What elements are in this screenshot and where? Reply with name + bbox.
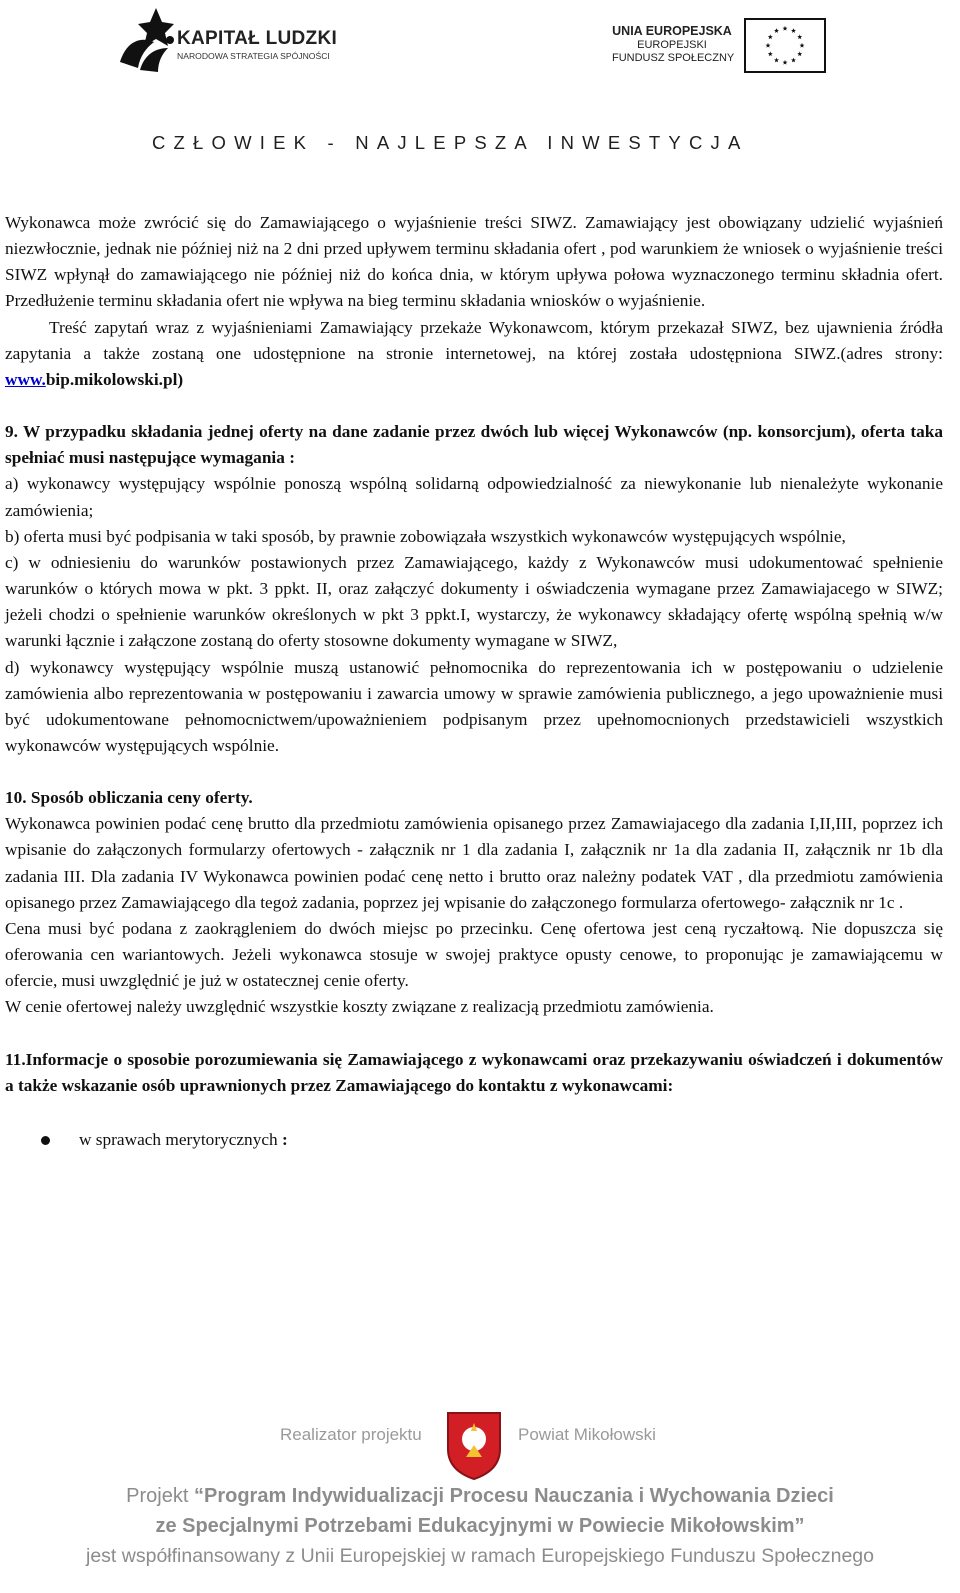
kapital-ludzki-subtitle: NARODOWA STRATEGIA SPÓJNOŚCI xyxy=(177,51,330,61)
section-9-item-b: b) oferta musi być podpisania w taki sposób, by prawnie zobowiązała wszystkich wykonawców występujących wspólnie, xyxy=(5,526,846,546)
ue-line2: EUROPEJSKI xyxy=(637,39,707,51)
section-10-paragraph-1: Wykonawca powinien podać cenę brutto dla przedmiotu zamówienia opisanego przez Zamawiajacego dla zadania I,II,III, poprzez ich wpisanie do załączonych formularzy ofertowych - załącznik nr 1 dla zadania I, załącznik nr 1a dla zadania II, załącznik nr 1b dla zadania III. Dla zadania IV Wykonawca powinien podać cenę netto i brutto oraz należny podatek VAT , dla przedmiotu zamówienia opisanego przez Zamawiającego dla tegoż zadania, poprzez jej wpisanie do załączonego formularza ofertowego- załącznik nr 1c . xyxy=(5,814,943,912)
paragraph-questions-text: Treść zapytań wraz z wyjaśnieniami Zamawiający przekaże Wykonawcom, którym przekazał SIWZ, bez ujawnienia źródła zapytania a także zostaną one udostępnione na stronie internetowej, na której została udostępniona SIWZ.(adres strony: xyxy=(5,317,943,363)
section-10-paragraph-2: Cena musi być podana z zaokrągleniem do dwóch miejsc po przecinku. Cenę ofertowa jest ceną ryczałtową. Nie dopuszcza się oferowania cen wariantowych. Jeżeli wykonawca stosuje w swojej praktyce opusty cenowe, to proponując je zamawiającemu w ofercie, musi uwzględnić je już w ostatecznej cenie oferty. xyxy=(5,918,943,991)
footer-realizator: Realizator projektu xyxy=(280,1425,422,1444)
powiat-crest-icon xyxy=(444,1409,504,1481)
bullet-colon: : xyxy=(281,1129,288,1149)
document-body xyxy=(5,210,943,1153)
footer-project-prefix: Projekt xyxy=(126,1485,194,1507)
footer-project-line3: jest współfinansowany z Unii Europejskiej w ramach Europejskiego Funduszu Społecznego xyxy=(86,1545,874,1567)
footer-project-line2: ze Specjalnymi Potrzebami Edukacyjnymi w Powiecie Mikołowskim” xyxy=(155,1515,805,1537)
footer-powiat: Powiat Mikołowski xyxy=(518,1425,656,1444)
section-9-heading: 9. W przypadku składania jednej oferty na dane zadanie przez dwóch lub więcej Wykonawców (np. konsorcjum), oferta taka spełniać musi następujące wymagania : xyxy=(5,422,943,468)
page-footer xyxy=(0,1405,960,1593)
section-9-item-a: a) wykonawcy występujący wspólnie ponoszą wspólną solidarną odpowiedzialność za niewykonanie lub nienależyte wykonanie zamówienia; xyxy=(5,474,943,520)
ue-line1: UNIA EUROPEJSKA xyxy=(612,24,732,38)
bullet-text: w sprawach merytorycznych xyxy=(79,1129,282,1149)
bip-link-rest: bip.mikolowski.pl) xyxy=(45,369,184,389)
section-10-paragraph-3: W cenie ofertowej należy uwzględnić wszystkie koszty związane z realizacją przedmiotu zamówienia. xyxy=(5,997,714,1017)
kapital-ludzki-title: KAPITAŁ LUDZKI xyxy=(177,28,338,49)
spacer xyxy=(5,1021,943,1047)
section-11-heading: 11.Informacje o sposobie porozumiewania się Zamawiającego z wykonawcami oraz przekazywaniu oświadczeń i dokumentów a także wskazanie osób uprawnionych przez Zamawiającego do kontaktu z wykonawcami: xyxy=(5,1049,943,1095)
bullet-item xyxy=(5,1127,943,1153)
kapital-ludzki-text xyxy=(177,28,337,61)
bullet-icon xyxy=(41,1136,50,1145)
bip-link[interactable]: www. xyxy=(5,369,46,389)
eu-flag-icon xyxy=(744,18,826,73)
paragraph-clarification: Wykonawca może zwrócić się do Zamawiającego o wyjaśnienie treści SIWZ. Zamawiający jest obowiązany udzielić wyjaśnień niezwłocznie, jednak nie później niż na 2 dni przed upływem terminu składania ofert , pod warunkiem że wniosek o wyjaśnienie treści SIWZ wpłynął do zamawiającego nie później niż do końca dnia, w którym upływa połowa wyznaczonego terminu składnia ofert. Przedłużenie terminu składania ofert nie wpływa na bieg terminu składania wniosków o wyjaśnienie. xyxy=(5,213,943,311)
paragraph-questions xyxy=(5,315,943,393)
motto: CZŁOWIEK - NAJLEPSZA INWESTYCJA xyxy=(152,132,749,153)
section-9-item-c: c) w odniesieniu do warunków postawionych przez Zamawiającego, każdy z Wykonawców musi udokumentować spełnienie warunków o których mowa w pkt. 3 ppkt. II, oraz załączyć dokumenty i oświadczenia wymagane przez Zamawiajacego w SIWZ; jeżeli chodzi o spełnienie warunków określonych w pkt 3 ppkt.I, wystarczy, że wykonawcy składający ofertę wspólną spełnią w/w warunki łącznie i załączone zostaną do oferty stosowne dokumenty wymagane w SIWZ, xyxy=(5,552,943,651)
spacer xyxy=(5,759,943,785)
spacer xyxy=(5,393,943,419)
ue-line3: FUNDUSZ SPOŁECZNY xyxy=(612,52,735,64)
footer-project-line1 xyxy=(0,1485,960,1508)
footer-project-title: “Program Indywidualizacji Procesu Nauczania i Wychowania Dzieci xyxy=(193,1485,834,1507)
section-10-heading: 10. Sposób obliczania ceny oferty. xyxy=(5,788,253,808)
section-9-item-d: d) wykonawcy występujący wspólnie muszą ustanowić pełnomocnika do reprezentowania ich w postępowaniu o udzielenie zamówienia albo reprezentowania w postępowaniu i zawarcia umowy w sprawie zamówienia publicznego, a jego upoważnienie musi być udokumentowane pełnomocnictwem/upoważnieniem podpisanym przez upełnomocnionych przedstawicieli wszystkich wykonawców występujących wspólnie. xyxy=(5,657,943,755)
page-header xyxy=(0,0,960,165)
ue-text xyxy=(612,24,735,64)
